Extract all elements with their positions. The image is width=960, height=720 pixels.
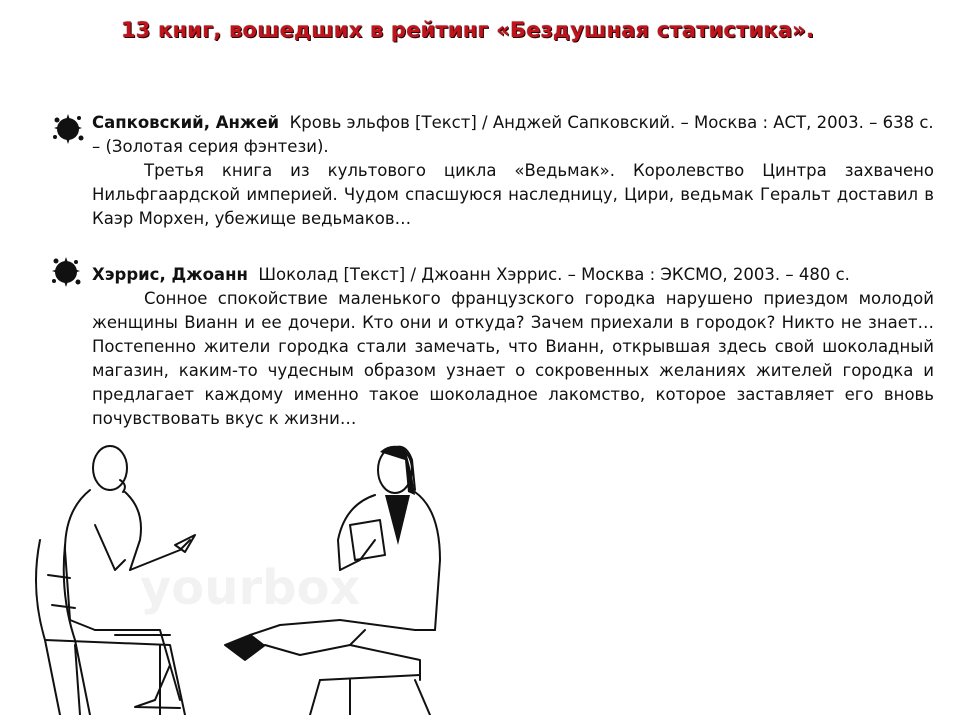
ink-blot-icon [46,251,86,291]
page-title: 13 книг, вошедших в рейтинг «Бездушная статистика». [121,18,815,42]
author-name: Сапковский, Анжей [92,113,280,132]
citation: Кровь эльфов [Текст] / Анджей Сапковский. – Москва : АСТ, 2003. – 638 с. – (Золотая серия фэнтези). [92,113,934,156]
annotation: Сонное спокойствие маленького французского городка нарушено приездом молодой женщины Вианн и ее дочери. Кто они и откуда? Зачем приехали в городок? Никто не знает… Постепенно жители городка стали замечать, что Вианн, открывшая здесь свой шоколадный магазин, каким-то чудесным образом узнает о сокровенных желаниях жителей городка и предлагает каждому именно такое шоколадное лакомство, которое заставляет его вновь почувствовать вкус к жизни… [92,289,934,428]
citation: Шоколад [Текст] / Джоанн Хэррис. – Москва : ЭКСМО, 2003. – 480 с. [258,265,850,284]
book-entry [92,263,934,431]
ink-blot-icon [48,108,88,148]
author-name: Хэррис, Джоанн [92,265,248,284]
citation-line [92,263,934,287]
watermark: yourbox [140,560,361,616]
book-entry [92,111,934,231]
interview-illustration [20,430,460,715]
annotation: Третья книга из культового цикла «Ведьмак». Королевство Цинтра захвачено Нильфгаардской империей. Чудом спасшуюся наследницу, Цири, ведьмак Геральт доставил в Каэр Морхен, убежище ведьмаков… [92,161,934,228]
citation-line [92,111,934,159]
